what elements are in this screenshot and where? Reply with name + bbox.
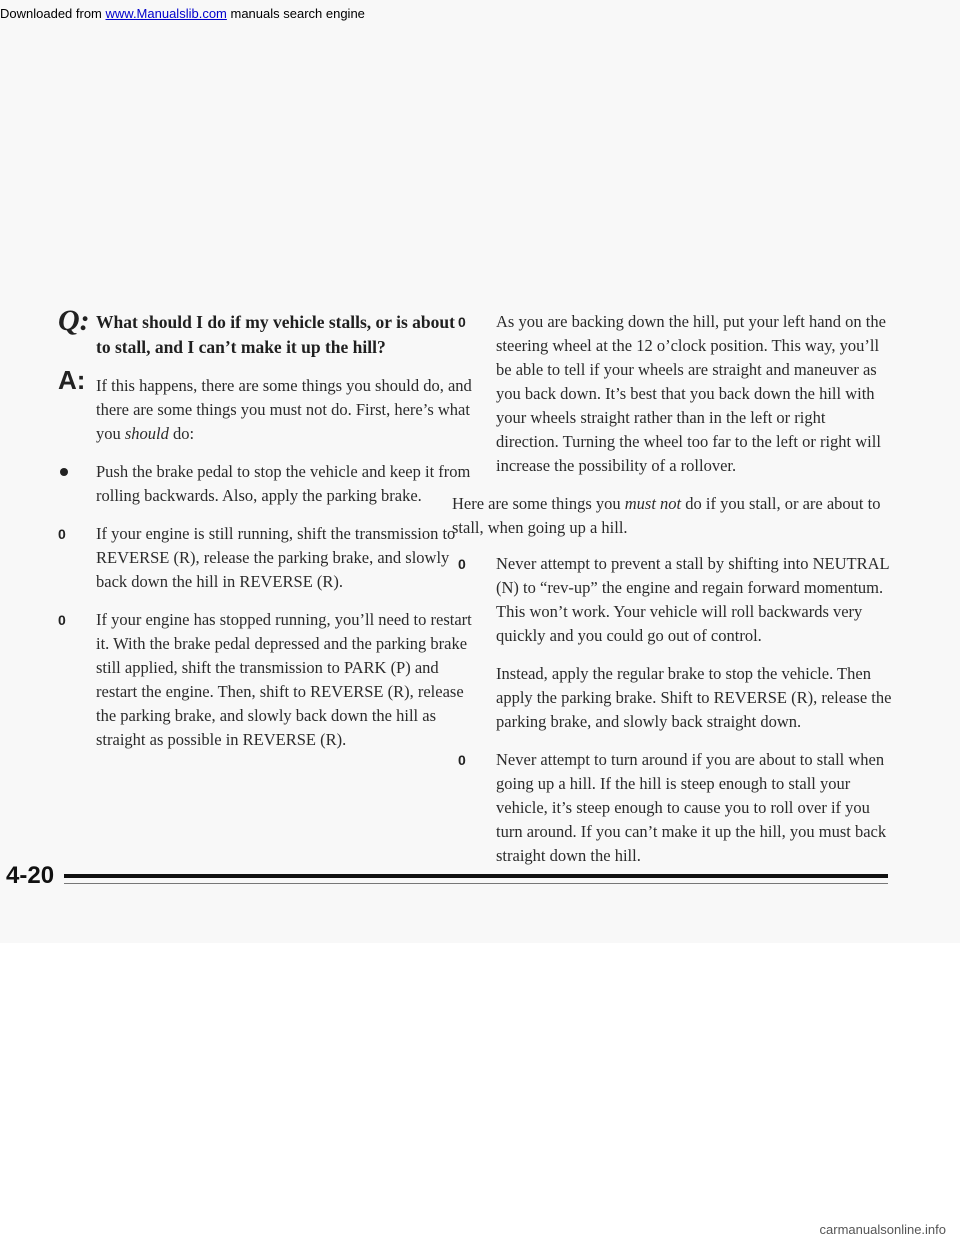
list-item (52, 608, 472, 752)
list-item-text: Never attempt to prevent a stall by shifting into NEUTRAL (N) to “rev-up” the engine and regain forward momentum. This won’t work. Your vehicle will roll backwards very quickly and you could go out of control. (496, 554, 890, 645)
answer-text-pre: If this happens, there are some things you should do, and there are some things you must not do. First, here’s what you (96, 376, 472, 443)
q-marker: Q: (58, 304, 90, 337)
intro-text-post: do if you stall, or are about to stall, when going up a hill. (452, 494, 881, 537)
a-marker: A: (58, 365, 86, 395)
list-item-text: If your engine is still running, shift the transmission to REVERSE (R), release the parking brake, and slowly back down the hill in REVERSE (R). (96, 524, 456, 591)
left-column (52, 304, 472, 766)
list-item (452, 310, 892, 478)
download-banner (0, 6, 365, 21)
bullet-marker: 0 (458, 556, 466, 572)
list-item-text: Never attempt to turn around if you are about to stall when going up a hill. If the hill is steep enough to stall your vehicle, it’s steep enough to cause you to roll over if you turn around. If you can’t make it up the hill, you must back straight down the hill. (496, 750, 887, 865)
must-not-intro (452, 492, 892, 540)
intro-text-pre: Here are some things you (452, 494, 625, 513)
intro-text-em: must not (624, 494, 682, 513)
list-item (452, 748, 892, 868)
bullet-marker: 0 (58, 612, 66, 628)
manualslib-link[interactable]: www.Manualslib.com (105, 6, 227, 21)
bullet-marker: 0 (58, 526, 66, 542)
right-column (452, 310, 892, 882)
bullet-dot-icon (60, 468, 68, 476)
bullet-marker: 0 (458, 752, 466, 768)
banner-suffix: manuals search engine (226, 6, 365, 21)
list-item (452, 552, 892, 648)
list-item-text: If your engine has stopped running, you’ll need to restart it. With the brake pedal depressed and the parking brake still applied, shift the transmission to PARK (P) and restart the engine. Then, shift to REVERSE (R), release the parking brake, and slowly back down the hill as straight as possible in REVERSE (R). (96, 610, 472, 749)
footer-watermark: carmanualsonline.info (819, 1222, 946, 1237)
answer-block (52, 365, 472, 446)
list-item-continuation: Instead, apply the regular brake to stop the vehicle. Then apply the parking brake. Shift to REVERSE (R), release the parking brake, and slowly back straight down. (496, 664, 892, 731)
page-number: 4-20 (6, 862, 55, 889)
question-text: What should I do if my vehicle stalls, or is about to stall, and I can’t make it up the hill? (96, 312, 455, 357)
list-item-text: Push the brake pedal to stop the vehicle and keep it from rolling backwards. Also, apply the parking brake. (96, 462, 471, 505)
list-item-text: As you are backing down the hill, put your left hand on the steering wheel at the 12 o’clock position. This way, you’ll be able to tell if your wheels are straight and maneuver as you back down. It’s best that you back down the hill with your wheels straight rather than in the left or right direction. Turning the wheel too far to the left or right will increase the possibility of a rollover. (496, 312, 886, 475)
footer-rule-thin (64, 883, 888, 884)
answer-text-em: should (124, 424, 169, 443)
answer-text-post: do: (168, 424, 195, 443)
bullet-marker: 0 (458, 314, 466, 330)
list-item (52, 522, 472, 594)
footer-rule (64, 874, 888, 878)
question-block (52, 304, 472, 360)
banner-prefix: Downloaded from (0, 6, 106, 21)
list-item (52, 460, 472, 508)
